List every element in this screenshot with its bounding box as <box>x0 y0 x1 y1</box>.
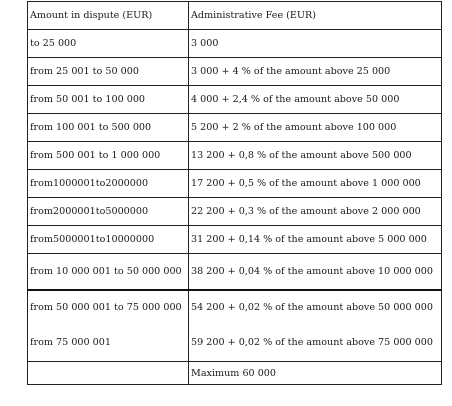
table-row-group <box>28 290 442 362</box>
table-row <box>28 86 442 114</box>
table-row <box>28 30 442 58</box>
table-row <box>28 170 442 198</box>
table-row <box>28 362 442 385</box>
amount-cell: from 50 000 001 to 75 000 000 <box>30 302 182 313</box>
table-header-row <box>28 2 442 30</box>
fee-cell: 3 000 + 4 % of the amount above 25 000 <box>189 58 442 86</box>
amount-cell: from1000001to2000000 <box>28 170 189 198</box>
amount-cell <box>28 362 189 385</box>
table-row <box>28 198 442 226</box>
fee-cell: 59 200 + 0,02 % of the amount above 75 000 000 <box>191 337 433 348</box>
fee-cell: 17 200 + 0,5 % of the amount above 1 000 000 <box>189 170 442 198</box>
amount-cell: from5000001to10000000 <box>28 226 189 254</box>
fee-cell: 38 200 + 0,04 % of the amount above 10 000 000 <box>189 254 442 291</box>
header-administrative-fee: Administrative Fee (EUR) <box>189 2 442 30</box>
amount-cell: from 50 001 to 100 000 <box>28 86 189 114</box>
fee-cell: 31 200 + 0,14 % of the amount above 5 000 000 <box>189 226 442 254</box>
header-amount-in-dispute: Amount in dispute (EUR) <box>28 2 189 30</box>
amount-cell-stack <box>28 290 189 362</box>
amount-cell: to 25 000 <box>28 30 189 58</box>
amount-cell: from 25 001 to 50 000 <box>28 58 189 86</box>
amount-cell: from 500 001 to 1 000 000 <box>28 142 189 170</box>
fee-cell: 4 000 + 2,4 % of the amount above 50 000 <box>189 86 442 114</box>
amount-cell: from 10 000 001 to 50 000 000 <box>28 254 189 291</box>
fee-cell: 3 000 <box>189 30 442 58</box>
amount-cell: from 75 000 001 <box>30 337 111 348</box>
amount-cell: from 100 001 to 500 000 <box>28 114 189 142</box>
fee-cell: 22 200 + 0,3 % of the amount above 2 000 000 <box>189 198 442 226</box>
table-row <box>28 254 442 291</box>
fee-cell: Maximum 60 000 <box>189 362 442 385</box>
fee-table <box>27 1 442 385</box>
table-row <box>28 226 442 254</box>
amount-cell: from2000001to5000000 <box>28 198 189 226</box>
fee-cell: 13 200 + 0,8 % of the amount above 500 000 <box>189 142 442 170</box>
table-row <box>28 58 442 86</box>
table-row <box>28 114 442 142</box>
fee-cell-stack <box>189 290 442 362</box>
fee-cell: 5 200 + 2 % of the amount above 100 000 <box>189 114 442 142</box>
table-row <box>28 142 442 170</box>
fee-cell: 54 200 + 0,02 % of the amount above 50 000 000 <box>191 302 433 313</box>
